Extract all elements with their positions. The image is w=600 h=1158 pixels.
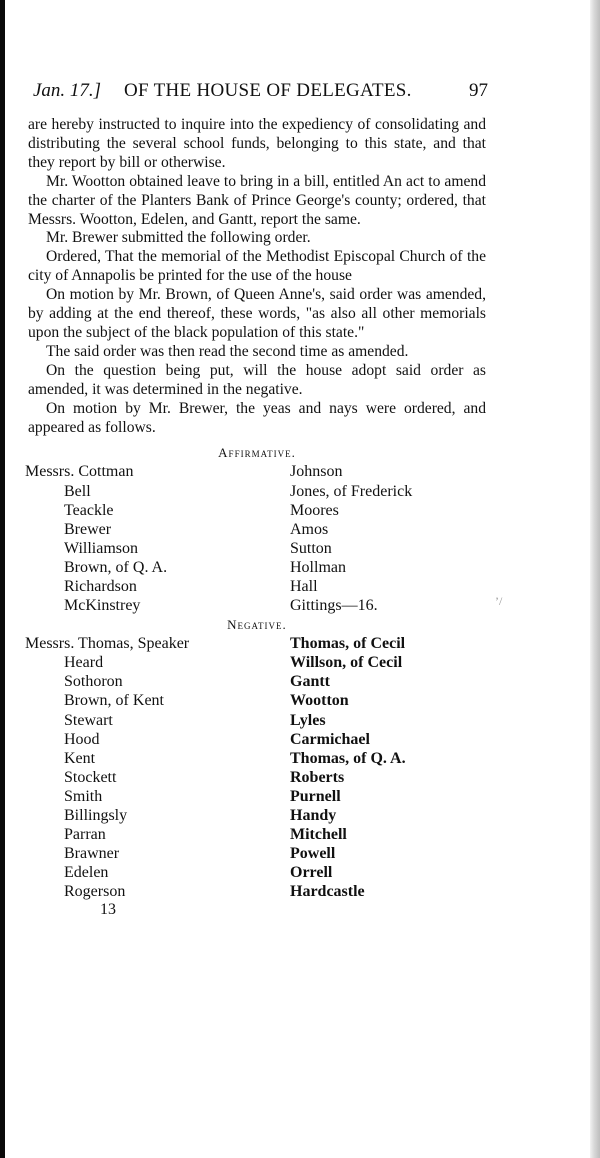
vote-row	[28, 520, 486, 539]
affirmative-name: Johnson	[290, 463, 343, 481]
vote-row	[28, 787, 486, 806]
vote-row	[28, 863, 486, 882]
negative-name: Rogerson	[64, 883, 126, 901]
paragraph: On motion by Mr. Brewer, the yeas and nays were ordered, and appeared as follows.	[28, 399, 486, 436]
vote-row	[28, 711, 486, 730]
vote-row	[28, 691, 486, 710]
affirmative-name: Hall	[290, 577, 318, 595]
paragraph: are hereby instructed to inquire into the expediency of consolidating and distributing the several school funds, belonging to this state, and that they report by bill or otherwise.	[28, 116, 486, 171]
header-title: OF THE HOUSE OF DELEGATES.	[124, 80, 412, 101]
book-page	[25, 80, 488, 919]
negative-name: Willson, of Cecil	[290, 654, 403, 672]
negative-name: Carmichael	[290, 730, 370, 748]
negative-name: Stockett	[64, 768, 117, 786]
negative-name: Billingsly	[64, 807, 128, 824]
affirmative-name: Bell	[64, 482, 91, 500]
affirmative-name: Williamson	[64, 539, 139, 557]
journal-text	[28, 116, 486, 437]
affirmative-name: Teackle	[64, 501, 114, 519]
negative-name: Messrs. Thomas, Speaker	[25, 635, 190, 653]
negative-heading: Negative.	[227, 617, 287, 633]
paragraph: Mr. Wootton obtained leave to bring in a bill, entitled An act to amend the charter of the Planters Bank of Prince George's county; ordered, that Messrs. Wootton, Edelen, and Gantt, report the same.	[28, 172, 486, 228]
affirmative-name: McKinstrey	[64, 597, 141, 615]
affirmative-name: Brewer	[64, 520, 112, 538]
vote-row	[28, 558, 486, 577]
paragraph: Ordered, That the memorial of the Methodist Episcopal Church of the city of Annapolis be printed for the use of the house	[28, 248, 486, 285]
negative-name: Stewart	[64, 711, 113, 729]
vote-row	[28, 672, 486, 691]
vote-row	[28, 577, 486, 596]
negative-name: Brown, of Kent	[64, 692, 164, 710]
page-edge-shadow	[590, 0, 600, 1158]
affirmative-heading: Affirmative.	[218, 445, 296, 461]
negative-name: Powell	[290, 845, 336, 863]
vote-row	[28, 482, 486, 501]
negative-name: Handy	[290, 807, 337, 824]
vote-row	[28, 882, 486, 901]
negative-name: Parran	[64, 826, 106, 844]
negative-name: Heard	[64, 654, 104, 672]
vote-row	[28, 539, 486, 558]
vote-row	[28, 501, 486, 520]
negative-name: Hardcastle	[290, 883, 365, 901]
negative-name: Purnell	[290, 787, 341, 805]
vote-row	[28, 844, 486, 863]
page-number: 97	[469, 80, 488, 101]
vote-row	[28, 768, 486, 787]
affirmative-name: Brown, of Q. A.	[64, 558, 168, 576]
vote-row	[28, 596, 486, 615]
affirmative-name: Richardson	[64, 577, 137, 595]
negative-name: Lyles	[290, 711, 326, 729]
negative-name: Thomas, of Q. A.	[290, 749, 406, 767]
pencil-mark: ’/	[495, 594, 503, 608]
running-header	[28, 80, 486, 108]
vote-row	[25, 634, 486, 653]
affirmative-vote-list	[25, 462, 486, 615]
paragraph: On the question being put, will the house adopt said order as amended, it was determined in the negative.	[28, 361, 486, 398]
affirmative-total: Gittings—16.	[290, 597, 378, 615]
negative-vote-list	[25, 634, 486, 901]
negative-name: Wootton	[290, 692, 349, 710]
negative-name: Gantt	[290, 673, 330, 691]
vote-row	[28, 825, 486, 844]
negative-name: Thomas, of Cecil	[290, 635, 406, 653]
affirmative-name: Amos	[290, 520, 329, 538]
negative-name: Orrell	[290, 864, 333, 882]
affirmative-name: Hollman	[290, 558, 346, 576]
vote-row	[28, 806, 486, 825]
vote-row	[28, 749, 486, 768]
affirmative-name: Messrs. Cottman	[25, 463, 134, 481]
header-date: Jan. 17.]	[33, 80, 102, 101]
negative-name: Edelen	[64, 864, 109, 882]
negative-name: Smith	[64, 787, 103, 805]
binding-edge	[0, 0, 5, 1158]
affirmative-name: Jones, of Frederick	[290, 482, 413, 500]
negative-name: Brawner	[64, 845, 120, 863]
vote-row	[28, 653, 486, 672]
paragraph: The said order was then read the second time as amended.	[46, 342, 409, 360]
negative-name: Roberts	[290, 768, 345, 786]
negative-name: Kent	[64, 749, 96, 767]
affirmative-name: Moores	[290, 501, 339, 519]
negative-name: Mitchell	[290, 826, 347, 844]
paragraph: Mr. Brewer submitted the following order.	[46, 229, 311, 247]
negative-name: Hood	[64, 730, 100, 748]
signature-mark: 13	[100, 901, 116, 919]
vote-row	[28, 730, 486, 749]
negative-name: Sothoron	[64, 673, 123, 691]
paragraph: On motion by Mr. Brown, of Queen Anne's, said order was amended, by adding at the end thereof, these words, "as also all other memorials upon the subject of the black population of this state."	[28, 286, 486, 341]
affirmative-name: Sutton	[290, 539, 332, 557]
vote-row	[25, 462, 486, 481]
